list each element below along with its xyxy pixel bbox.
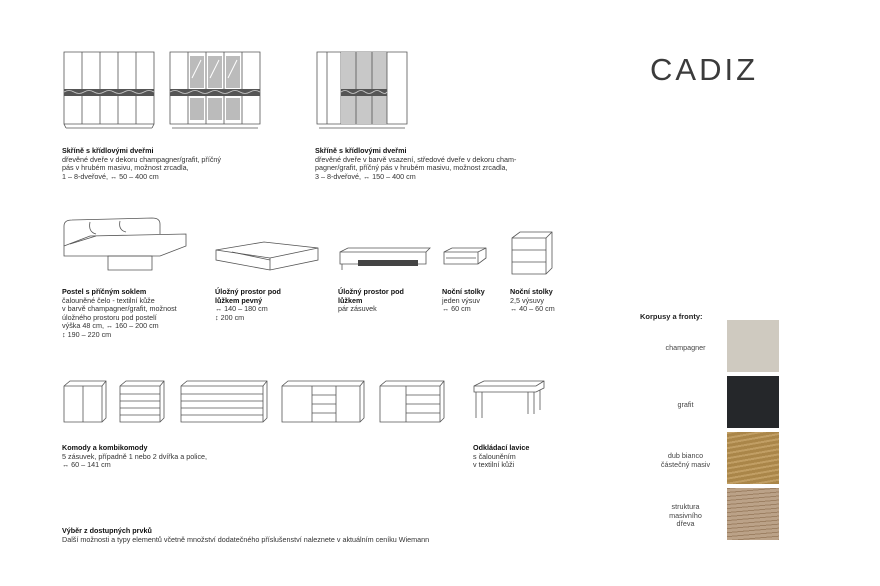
night2-heading: Noční stolky <box>510 287 553 296</box>
night1-line: ↔ 60 cm <box>442 304 471 314</box>
night1-heading: Noční stolky <box>442 287 485 296</box>
bed-heading: Postel s příčným soklem <box>62 287 147 296</box>
chest-wide-drawing <box>177 378 271 426</box>
chest-two-door-drawing <box>60 378 110 426</box>
chests-line: ↔ 60 – 141 cm <box>62 460 111 470</box>
storage-fixed-drawing <box>212 238 322 278</box>
nightstand-single-drawing <box>440 246 490 272</box>
wardrobe2-line: dřevěné dveře v barvě vsazení, středové dveře v dekoru cham- <box>315 154 517 164</box>
wardrobe2-line: pagner/grafit, příčný pás v hrubém masivu, možnost zrcadla, <box>315 163 508 173</box>
wardrobe-5-door-drawing <box>62 48 157 130</box>
storage1-heading: Úložný prostor pod <box>215 287 281 296</box>
combi-chest-2-drawing <box>376 378 448 426</box>
swatch-grafit <box>727 376 779 428</box>
chests-heading: Komody a kombikomody <box>62 443 148 452</box>
bed-drawing <box>60 212 190 274</box>
chests-line: 5 zásuvek, případně 1 nebo 2 dvířka a police, <box>62 451 208 461</box>
night2-caption <box>510 288 580 314</box>
storage1-line: ↔ 140 – 180 cm <box>215 304 268 314</box>
footer-heading: Výběr z dostupných prvků <box>62 526 152 535</box>
wardrobe2-heading: Skříně s křídlovými dveřmi <box>315 146 407 155</box>
bed-caption <box>62 288 202 340</box>
bed-line: v barvě champagner/grafit, možnost <box>62 304 177 314</box>
bed-line: ↕ 190 – 220 cm <box>62 329 112 339</box>
storage2-heading: Úložný prostor pod <box>338 287 404 296</box>
storage2-heading-2: lůžkem <box>338 295 363 305</box>
wardrobe-mirror-drawing <box>168 48 263 130</box>
storage2-caption <box>338 288 438 314</box>
chest-drawers-drawing <box>116 378 168 426</box>
combi-chest-drawing <box>278 378 368 426</box>
storage1-caption <box>215 288 325 322</box>
wardrobe1-line: dřevěné dveře v dekoru champagner/grafit, příčný <box>62 154 222 164</box>
chests-caption <box>62 444 292 470</box>
swatches-heading: Korpusy a fronty: <box>640 312 703 321</box>
swatch-label-dub-bianco: dub bianco částečný masiv <box>660 451 711 469</box>
wardrobe1-heading: Skříně s křídlovými dveřmi <box>62 146 154 155</box>
swatch-label-champagner: champagner <box>665 343 706 352</box>
bed-line: úložného prostoru pod postelí <box>62 312 157 322</box>
swatch-dub-bianco <box>727 432 779 484</box>
wardrobe1-line: 1 – 8-dveřové, ↔ 50 – 400 cm <box>62 171 159 181</box>
night2-line: 2,5 výsuvy <box>510 295 544 305</box>
storage-drawers-drawing <box>338 246 430 272</box>
swatch-champagner <box>727 320 779 372</box>
bench-drawing <box>470 378 550 422</box>
bench-heading: Odkládací lavice <box>473 443 530 452</box>
swatch-label-grafit: grafit <box>677 400 694 409</box>
night1-line: jeden výsuv <box>442 295 480 305</box>
bench-line: v textilní kůži <box>473 460 515 470</box>
bed-line: čalouněné čelo - textilní kůže <box>62 295 155 305</box>
collection-title: CADIZ <box>650 52 758 87</box>
footer-note <box>62 527 582 544</box>
storage1-heading-2: lůžkem pevný <box>215 295 263 305</box>
storage1-line: ↕ 200 cm <box>215 312 245 322</box>
storage2-line: pár zásuvek <box>338 304 377 314</box>
wardrobe1-line: pás v hrubém masivu, možnost zrcadla, <box>62 163 189 173</box>
night1-caption <box>442 288 506 314</box>
night2-line: ↔ 40 – 60 cm <box>510 304 555 314</box>
wardrobe2-line: 3 – 8-dveřové, ↔ 150 – 400 cm <box>315 171 416 181</box>
swatch-label-struktura: struktura masivního dřeva <box>669 502 702 529</box>
bench-line: s čalouněním <box>473 451 516 461</box>
wardrobe2-caption <box>315 147 565 181</box>
bench-caption <box>473 444 573 470</box>
bed-line: výška 48 cm, ↔ 160 – 200 cm <box>62 321 159 331</box>
swatch-struktura <box>727 488 779 540</box>
footer-line: Další možnosti a typy elementů včetně množství dodatečného příslušenství naleznete v aktuálním ceníku Wiemann <box>62 534 430 544</box>
wardrobe-middle-doors-drawing <box>315 48 410 130</box>
wardrobe1-caption <box>62 147 302 181</box>
nightstand-drawers-drawing <box>508 230 556 276</box>
